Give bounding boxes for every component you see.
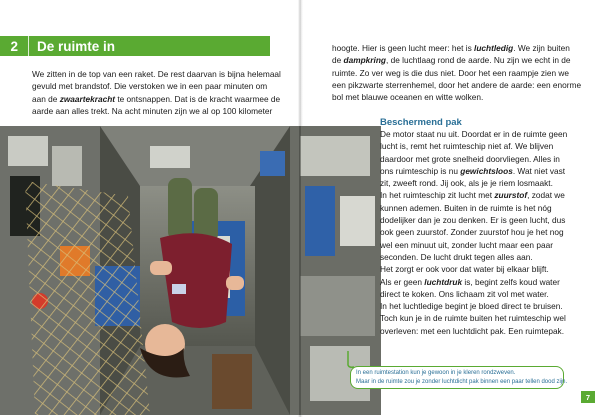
chapter-header (0, 36, 270, 56)
section-heading: Beschermend pak (380, 117, 462, 128)
text-line: ruimte. Zo ver weg is die dus niet. Door het een raampje zien we (332, 67, 570, 78)
space-station-photo (0, 126, 381, 415)
text-line: We zitten in de top van een raket. De rest daarvan is bijna helemaal (32, 69, 281, 79)
text-line: hoogte. Hier is geen lucht meer: het is luchtledig. We zijn buiten (332, 43, 570, 53)
page-number-right: 7 (581, 391, 595, 403)
key-term: gewichtsloos (460, 165, 513, 176)
text-line: Het zorgt er ook voor dat water bij elkaar blijft. (380, 264, 549, 275)
key-term: luchtdruk (424, 276, 463, 287)
text-line: direct te koken. Ons lichaam zit vol met water. (380, 288, 549, 299)
text-line: aan de zwaartekracht te ontsnappen. Dat is de kracht waarmee de (32, 93, 281, 104)
caption-line-2: Maar in de ruimte zou je zonder luchtdicht pak binnen een paar tellen dood zijn. (356, 378, 568, 385)
text-line: kunnen ademen. Buiten in de ruimte is het nóg (380, 202, 552, 213)
text-line: overleven: met een luchtdicht pak. Een ruimtepak. (380, 325, 565, 336)
text-line: lucht is, remt het ruimteschip niet af. We blijven (380, 141, 554, 152)
chapter-number: 2 (10, 38, 18, 54)
photo-caption (350, 366, 568, 389)
text-line: bol met blauwe oceanen en witte wolken. (332, 92, 484, 103)
text-line: aarde aan alles trekt. Na acht minuten zijn we al op 100 kilometer (32, 105, 273, 116)
text-line: In het luchtledige begint je bloed direct te bruisen. (380, 301, 563, 312)
key-term: luchtledig (474, 43, 514, 53)
text-line: daardoor met grote snelheid doorvliegen. Alles in (380, 153, 560, 164)
intro-paragraph (32, 68, 290, 117)
section-paragraph (380, 128, 598, 337)
text-line: ook geen zuurstof. Zonder zuurstof hou je het nog (380, 227, 564, 238)
continued-paragraph (332, 42, 592, 103)
text-line: seconden. De lucht drukt tegen alles aan. (380, 251, 533, 262)
text-line: gevuld met brandstof. Die verstoken we in een paar minuten om (32, 81, 268, 92)
text-line: De motor staat nu uit. Doordat er in de ruimte geen (380, 129, 568, 139)
text-line: wel een minuut uit, zonder lucht maar een paar (380, 239, 553, 250)
text-line: zit, zweeft rond. Jij ook, als je je riem losmaakt. (380, 178, 553, 189)
text-line: een pikzwarte sterrenhemel, door het andere de aarde: een enorme (332, 79, 582, 90)
text-line: ons ruimteschip is nu gewichtsloos. Wat niet vast (380, 165, 566, 176)
caption-line-1: In een ruimtestation kun je gewoon in je kleren rondzweven. (356, 370, 516, 376)
chapter-title: De ruimte in (37, 38, 116, 54)
text-line: Als er geen luchtdruk is, begint zelfs koud water (380, 276, 560, 287)
text-line: de dampkring, de luchtlaag rond de aarde. Nu zijn we echt in de (332, 55, 571, 66)
key-term: zwaartekracht (59, 93, 116, 104)
key-term: dampkring (343, 55, 386, 66)
chapter-divider (28, 36, 29, 56)
text-line: Toch kun je in de ruimte buiten het ruimteschip wel (380, 313, 566, 324)
text-line: dodelijker dan je zou denken. Er is geen lucht, dus (380, 215, 566, 226)
text-line: In het ruimteschip zit lucht met zuurstof, zodat we (380, 190, 565, 201)
space-station-illustration (0, 126, 381, 415)
key-term: zuurstof (494, 190, 528, 201)
